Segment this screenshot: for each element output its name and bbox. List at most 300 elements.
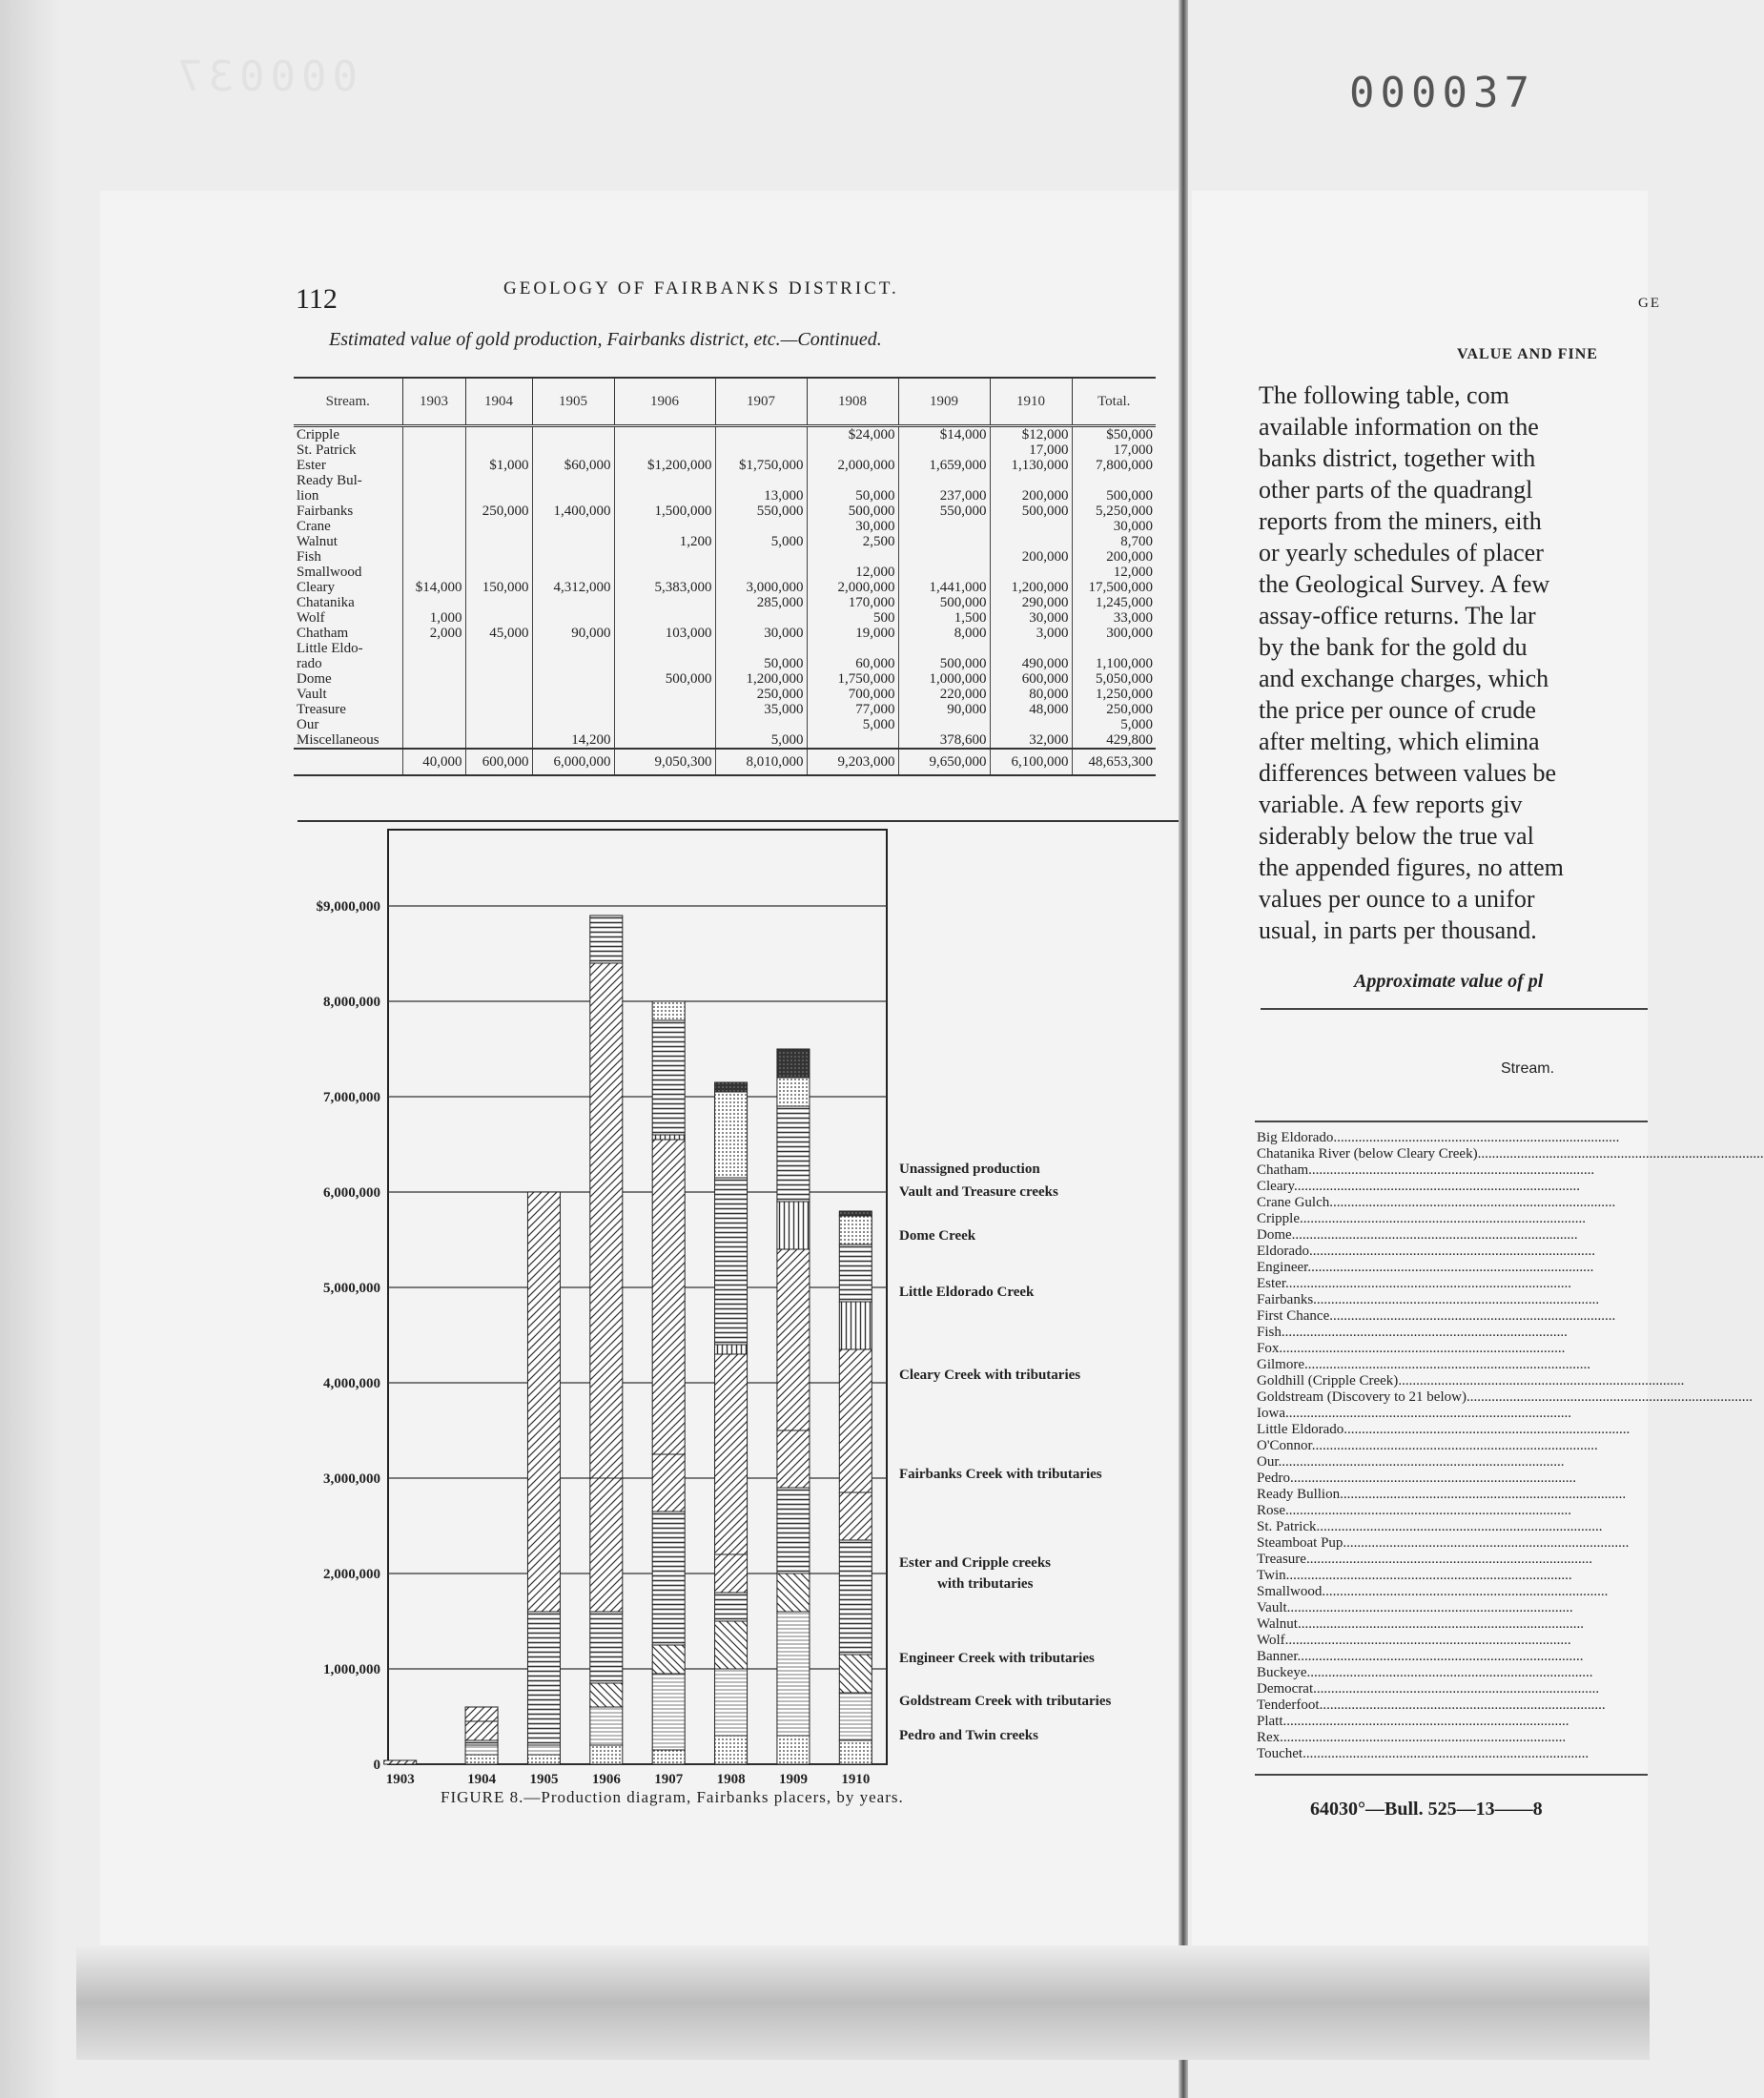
table-row — [294, 504, 1156, 519]
stream-name: Cleary — [1257, 1179, 1295, 1194]
stream-list-item: Rex................................................................................ — [1257, 1730, 1567, 1745]
value-cell: 500 — [807, 610, 898, 626]
stream-name-cell: Vault — [297, 686, 327, 702]
value-cell: 77,000 — [807, 702, 898, 717]
bar-segment — [527, 1755, 560, 1764]
table-row — [294, 626, 1156, 641]
bar-segment — [715, 1669, 748, 1736]
value-cell: 1,659,000 — [898, 458, 990, 473]
scan-edge — [0, 0, 57, 2098]
table-row — [294, 610, 1156, 626]
stream-list-item: Engineer................................................................................ — [1257, 1260, 1594, 1275]
value-cell: $1,750,000 — [715, 458, 807, 473]
bar-segment — [652, 1140, 685, 1454]
stream-list-item: Pedro................................................................................ — [1257, 1471, 1576, 1486]
stream-list-item: Gilmore................................................................................ — [1257, 1357, 1590, 1372]
bar-segment — [839, 1302, 872, 1349]
stream-name: Rex — [1257, 1730, 1281, 1745]
value-cell: 80,000 — [990, 687, 1072, 702]
bar-segment — [715, 1354, 748, 1554]
stream-list-item: Dome................................................................................ — [1257, 1227, 1578, 1243]
table-row — [294, 641, 1156, 656]
column-header: 1907 — [715, 378, 807, 426]
value-cell: 5,050,000 — [1072, 671, 1156, 687]
value-cell — [614, 426, 715, 443]
bar-segment — [777, 1736, 810, 1764]
value-cell: 1,200 — [614, 534, 715, 549]
scan-shadow — [76, 1945, 1650, 2060]
production-table — [294, 377, 1156, 776]
series-label: Little Eldorado Creek — [899, 1285, 1035, 1300]
paragraph-line: The following table, com — [1259, 381, 1509, 409]
value-cell: 2,000,000 — [807, 458, 898, 473]
value-cell — [402, 519, 465, 534]
stream-name: Wolf — [1257, 1633, 1285, 1648]
stream-name: Treasure — [1257, 1552, 1306, 1567]
stream-name: Gilmore — [1257, 1357, 1304, 1372]
y-tick-label: 2,000,000 — [323, 1567, 380, 1582]
stream-name: Engineer — [1257, 1260, 1308, 1275]
value-cell — [715, 641, 807, 656]
value-cell: $50,000 — [1072, 426, 1156, 443]
value-cell — [402, 565, 465, 580]
stream-name: Fish — [1257, 1325, 1282, 1340]
y-tick-label: 4,000,000 — [323, 1376, 380, 1391]
stream-name-cell: Chatanika — [297, 594, 355, 610]
value-cell — [402, 473, 465, 488]
value-cell: 1,441,000 — [898, 580, 990, 595]
paragraph-line: available information on the — [1259, 413, 1539, 441]
value-cell: 17,000 — [990, 442, 1072, 458]
value-cell — [1072, 473, 1156, 488]
series-label: Unassigned production — [899, 1162, 1040, 1177]
stream-list-item: Banner................................................................................ — [1257, 1649, 1584, 1664]
stream-name-cell: Ready Bul- — [297, 472, 362, 488]
column-header: 1908 — [807, 378, 898, 426]
table-caption: Estimated value of gold production, Fairbanks district, etc.—Continued. — [329, 329, 882, 350]
series-label: Pedro and Twin creeks — [899, 1728, 1038, 1743]
stream-list-item: Our................................................................................ — [1257, 1454, 1565, 1470]
value-cell — [1072, 641, 1156, 656]
total-cell: 9,050,300 — [614, 749, 715, 775]
bar-segment — [652, 1020, 685, 1135]
value-cell: 32,000 — [990, 732, 1072, 749]
paragraph-line: reports from the miners, eith — [1259, 507, 1542, 535]
stream-name-cell: Fish — [297, 548, 321, 565]
value-cell — [990, 565, 1072, 580]
value-cell: 5,000 — [715, 534, 807, 549]
paragraph-line: usual, in parts per thousand. — [1259, 916, 1537, 944]
series-label: Engineer Creek with tributaries — [899, 1651, 1095, 1666]
table-header-row — [294, 378, 1156, 426]
value-cell — [614, 519, 715, 534]
stream-name: Chatham — [1257, 1162, 1309, 1178]
bar-segment — [839, 1216, 872, 1244]
series-label: Ester and Cripple creeks — [899, 1555, 1052, 1571]
bar-segment — [839, 1693, 872, 1740]
value-cell — [465, 702, 532, 717]
total-cell: 48,653,300 — [1072, 749, 1156, 775]
bates-stamp-ghost: 000037 — [172, 52, 358, 101]
value-cell: 500,000 — [898, 595, 990, 610]
value-cell: 2,000,000 — [807, 580, 898, 595]
stream-list-item: Cripple................................................................................ — [1257, 1211, 1586, 1226]
total-cell: 8,010,000 — [715, 749, 807, 775]
stream-name: Rose — [1257, 1503, 1285, 1518]
table-row — [294, 442, 1156, 458]
bar-segment — [839, 1655, 872, 1693]
value-cell — [990, 534, 1072, 549]
value-cell: 1,130,000 — [990, 458, 1072, 473]
total-cell: 6,000,000 — [532, 749, 614, 775]
value-cell — [465, 687, 532, 702]
stream-name: Tenderfoot — [1257, 1697, 1320, 1713]
value-cell — [715, 519, 807, 534]
value-cell — [402, 458, 465, 473]
value-cell — [807, 732, 898, 749]
table-row — [294, 565, 1156, 580]
stream-list-item: Platt................................................................................ — [1257, 1714, 1569, 1729]
bar-segment — [777, 1430, 810, 1488]
value-cell — [465, 717, 532, 732]
value-cell — [715, 442, 807, 458]
x-tick-label: 1906 — [591, 1772, 621, 1787]
bar-segment — [652, 1135, 685, 1140]
y-tick-label: 1,000,000 — [323, 1662, 380, 1677]
value-cell: 1,245,000 — [1072, 595, 1156, 610]
value-cell — [532, 442, 614, 458]
stream-name-cell: Walnut — [297, 533, 338, 549]
bar-segment — [715, 1178, 748, 1345]
value-cell — [715, 565, 807, 580]
value-cell: 1,500 — [898, 610, 990, 626]
stream-list-item: Little Eldorado................................................................................ — [1257, 1422, 1631, 1437]
value-cell — [715, 549, 807, 565]
stream-list-item: Cleary................................................................................ — [1257, 1179, 1581, 1194]
bar-segment — [777, 1488, 810, 1574]
table-row — [294, 473, 1156, 488]
value-cell — [532, 656, 614, 671]
stream-name: Goldstream (Discovery to 21 below) — [1257, 1389, 1467, 1405]
stream-name: Goldhill (Cripple Creek) — [1257, 1373, 1399, 1388]
stream-name: Banner — [1257, 1649, 1298, 1664]
stream-name-cell: Chatham — [297, 625, 349, 641]
value-cell: $14,000 — [898, 426, 990, 443]
value-cell — [715, 473, 807, 488]
stream-list-item: Wolf................................................................................ — [1257, 1633, 1571, 1648]
stream-list-item: Rose................................................................................ — [1257, 1503, 1571, 1518]
value-cell — [532, 426, 614, 443]
y-tick-label: 7,000,000 — [323, 1090, 380, 1105]
bar-segment — [465, 1707, 498, 1721]
value-cell: 285,000 — [715, 595, 807, 610]
stream-list-item: Goldhill (Cripple Creek)................................................................................ — [1257, 1373, 1685, 1388]
stream-name: Walnut — [1257, 1616, 1298, 1632]
paragraph-line: the price per ounce of crude — [1259, 696, 1536, 724]
value-cell — [614, 610, 715, 626]
value-cell: 490,000 — [990, 656, 1072, 671]
stream-list-item: Ester................................................................................ — [1257, 1276, 1571, 1291]
stream-name: Big Eldorado — [1257, 1130, 1334, 1145]
bar-segment — [715, 1345, 748, 1354]
value-cell — [807, 473, 898, 488]
value-cell: 103,000 — [614, 626, 715, 641]
value-cell — [402, 488, 465, 504]
value-cell — [465, 519, 532, 534]
bar-segment — [527, 1192, 560, 1612]
divider — [1261, 1008, 1648, 1010]
bar-segment — [777, 1574, 810, 1612]
stream-list-item: Crane Gulch................................................................................ — [1257, 1195, 1616, 1210]
bar-segment — [465, 1755, 498, 1764]
bar-segment — [715, 1736, 748, 1764]
value-cell: 250,000 — [715, 687, 807, 702]
value-cell: 220,000 — [898, 687, 990, 702]
value-cell: 1,750,000 — [807, 671, 898, 687]
value-cell: 3,000 — [990, 626, 1072, 641]
value-cell — [614, 656, 715, 671]
value-cell — [614, 442, 715, 458]
bar-segment — [715, 1082, 748, 1092]
stream-name-cell: Little Eldo- — [297, 640, 363, 656]
value-cell: $1,000 — [465, 458, 532, 473]
table-row — [294, 426, 1156, 443]
paragraph-line: siderably below the true val — [1259, 822, 1534, 850]
stream-name-cell: Crane — [297, 518, 331, 534]
y-tick-label: $9,000,000 — [316, 899, 380, 915]
value-cell — [614, 641, 715, 656]
value-cell: 30,000 — [1072, 519, 1156, 534]
stream-name: Democrat — [1257, 1681, 1314, 1697]
stream-name-cell: lion — [297, 487, 319, 504]
bar-segment — [652, 1750, 685, 1764]
running-head: GEOLOGY OF FAIRBANKS DISTRICT. — [503, 278, 899, 298]
value-cell: 550,000 — [898, 504, 990, 519]
stream-column-header: Stream. — [1501, 1060, 1555, 1077]
table-row — [294, 702, 1156, 717]
stream-name-cell: St. Patrick — [297, 442, 357, 458]
stream-name-cell: Miscellaneous — [297, 731, 379, 748]
value-cell — [532, 565, 614, 580]
bar-segment — [777, 1049, 810, 1078]
bar-segment — [839, 1540, 872, 1655]
stream-list-item: Chatanika River (below Cleary Creek)................................................................................ — [1257, 1146, 1764, 1162]
value-cell — [990, 473, 1072, 488]
stream-name: Vault — [1257, 1600, 1287, 1615]
x-tick-label: 1903 — [385, 1772, 415, 1787]
stream-list-item: Ready Bullion................................................................................ — [1257, 1487, 1627, 1502]
stream-list-item: Big Eldorado................................................................................ — [1257, 1130, 1620, 1145]
stream-name: Twin — [1257, 1568, 1286, 1583]
value-cell: 1,400,000 — [532, 504, 614, 519]
value-cell: 19,000 — [807, 626, 898, 641]
value-cell: 2,500 — [807, 534, 898, 549]
bar-segment — [590, 1745, 623, 1764]
value-cell — [402, 732, 465, 749]
value-cell: 500,000 — [807, 504, 898, 519]
stream-name: Fairbanks — [1257, 1292, 1314, 1307]
stream-list-item: Steamboat Pup................................................................................ — [1257, 1535, 1630, 1551]
value-cell — [402, 702, 465, 717]
series-label: Goldstream Creek with tributaries — [899, 1694, 1112, 1709]
stream-name: O'Connor — [1257, 1438, 1312, 1453]
value-cell: 237,000 — [898, 488, 990, 504]
y-tick-label: 5,000,000 — [323, 1281, 380, 1296]
value-cell — [898, 442, 990, 458]
value-cell — [402, 426, 465, 443]
stream-name: Fox — [1257, 1341, 1280, 1356]
table-row — [294, 519, 1156, 534]
plot-frame — [388, 830, 887, 1764]
value-cell — [532, 687, 614, 702]
bar-segment — [652, 1454, 685, 1512]
value-cell: 17,000 — [1072, 442, 1156, 458]
column-header: Stream. — [294, 378, 402, 426]
value-cell — [402, 534, 465, 549]
bar-segment — [715, 1593, 748, 1621]
bar-segment — [465, 1740, 498, 1745]
value-cell: 90,000 — [532, 626, 614, 641]
stream-name: Eldorado — [1257, 1244, 1309, 1259]
section-title: VALUE AND FINE — [1457, 346, 1598, 362]
value-cell — [614, 549, 715, 565]
value-cell: $14,000 — [402, 580, 465, 595]
value-cell — [465, 641, 532, 656]
value-cell — [402, 595, 465, 610]
value-cell: 200,000 — [1072, 549, 1156, 565]
value-cell — [402, 671, 465, 687]
value-cell: 33,000 — [1072, 610, 1156, 626]
production-chart — [286, 830, 1163, 1787]
bar-segment — [590, 1707, 623, 1745]
column-header: 1910 — [990, 378, 1072, 426]
value-cell: 300,000 — [1072, 626, 1156, 641]
value-cell: 50,000 — [807, 488, 898, 504]
bar-segment — [777, 1249, 810, 1430]
value-cell: 8,000 — [898, 626, 990, 641]
value-cell: 550,000 — [715, 504, 807, 519]
stream-name: First Chance — [1257, 1308, 1330, 1324]
paragraph-line: differences between values be — [1259, 759, 1557, 787]
stream-name: Iowa — [1257, 1406, 1285, 1421]
value-cell — [715, 610, 807, 626]
bar-segment — [527, 1612, 560, 1745]
stream-list-item: Touchet................................................................................ — [1257, 1746, 1590, 1761]
column-header: Total. — [1072, 378, 1156, 426]
value-cell — [990, 519, 1072, 534]
page-footer: 64030°—Bull. 525—13——8 — [1310, 1799, 1543, 1820]
paragraph-line: the appended figures, no attem — [1259, 854, 1564, 881]
total-cell — [294, 749, 402, 775]
value-cell — [898, 565, 990, 580]
series-label: Dome Creek — [899, 1228, 976, 1244]
table-row — [294, 458, 1156, 473]
y-tick-label: 6,000,000 — [323, 1185, 380, 1201]
value-cell — [465, 565, 532, 580]
stream-list-item: Goldstream (Discovery to 21 below)................................................................................ — [1257, 1389, 1753, 1405]
column-header: 1905 — [532, 378, 614, 426]
value-cell: $60,000 — [532, 458, 614, 473]
bar-segment — [652, 1645, 685, 1674]
value-cell — [465, 549, 532, 565]
series-label: Cleary Creek with tributaries — [899, 1368, 1081, 1383]
value-cell: 700,000 — [807, 687, 898, 702]
stream-list-item: Fish................................................................................ — [1257, 1325, 1568, 1340]
value-cell: 250,000 — [1072, 702, 1156, 717]
value-cell — [898, 549, 990, 565]
stream-name: Ready Bullion — [1257, 1487, 1341, 1502]
value-cell: 5,000 — [1072, 717, 1156, 732]
stream-name: Ester — [1257, 1276, 1285, 1291]
value-cell: 500,000 — [990, 504, 1072, 519]
value-cell: 1,000,000 — [898, 671, 990, 687]
paragraph-line: other parts of the quadrangl — [1259, 476, 1533, 504]
divider — [297, 820, 1179, 822]
bar-segment — [590, 915, 623, 963]
table-row — [294, 595, 1156, 610]
value-cell: 4,312,000 — [532, 580, 614, 595]
total-cell: 40,000 — [402, 749, 465, 775]
value-cell — [532, 519, 614, 534]
value-cell — [614, 488, 715, 504]
value-cell — [807, 641, 898, 656]
value-cell: 90,000 — [898, 702, 990, 717]
column-header: 1903 — [402, 378, 465, 426]
stream-list-item: Tenderfoot................................................................................ — [1257, 1697, 1606, 1713]
stream-list-item: First Chance................................................................................ — [1257, 1308, 1616, 1324]
stream-name: Smallwood — [1257, 1584, 1323, 1599]
value-cell: 5,383,000 — [614, 580, 715, 595]
value-cell: 600,000 — [990, 671, 1072, 687]
value-cell — [402, 504, 465, 519]
bar-segment — [590, 1612, 623, 1683]
value-cell — [532, 610, 614, 626]
stream-name: Buckeye — [1257, 1665, 1307, 1680]
paragraph-line: or yearly schedules of placer — [1259, 539, 1544, 566]
paragraph-line: values per ounce to a unifor — [1259, 885, 1535, 913]
value-cell: 3,000,000 — [715, 580, 807, 595]
value-cell: 1,000 — [402, 610, 465, 626]
column-header: 1904 — [465, 378, 532, 426]
stream-list-item: O'Connor................................................................................ — [1257, 1438, 1598, 1453]
paragraph-line: and exchange charges, which — [1259, 665, 1549, 692]
value-cell: 30,000 — [715, 626, 807, 641]
paragraph-line: after melting, which elimina — [1259, 728, 1540, 755]
stream-list-item: Fox................................................................................ — [1257, 1341, 1566, 1356]
value-cell: 5,000 — [807, 717, 898, 732]
value-cell: 500,000 — [898, 656, 990, 671]
stream-name-cell: Dome — [297, 670, 332, 687]
bar-segment — [590, 1478, 623, 1612]
value-cell: 250,000 — [465, 504, 532, 519]
value-cell: 35,000 — [715, 702, 807, 717]
paragraph-line: the Geological Survey. A few — [1259, 570, 1550, 598]
value-cell — [898, 534, 990, 549]
value-cell — [465, 610, 532, 626]
stream-name: Cripple — [1257, 1211, 1300, 1226]
table-row — [294, 687, 1156, 702]
stream-name-cell: Fairbanks — [297, 503, 354, 519]
value-cell — [990, 641, 1072, 656]
y-tick-label: 3,000,000 — [323, 1471, 380, 1487]
value-cell: 7,800,000 — [1072, 458, 1156, 473]
stream-name: Touchet — [1257, 1746, 1303, 1761]
divider — [1255, 1121, 1648, 1122]
value-cell: 1,200,000 — [715, 671, 807, 687]
stream-name-cell: Cripple — [297, 426, 339, 442]
value-cell — [532, 702, 614, 717]
bar-segment — [839, 1244, 872, 1302]
